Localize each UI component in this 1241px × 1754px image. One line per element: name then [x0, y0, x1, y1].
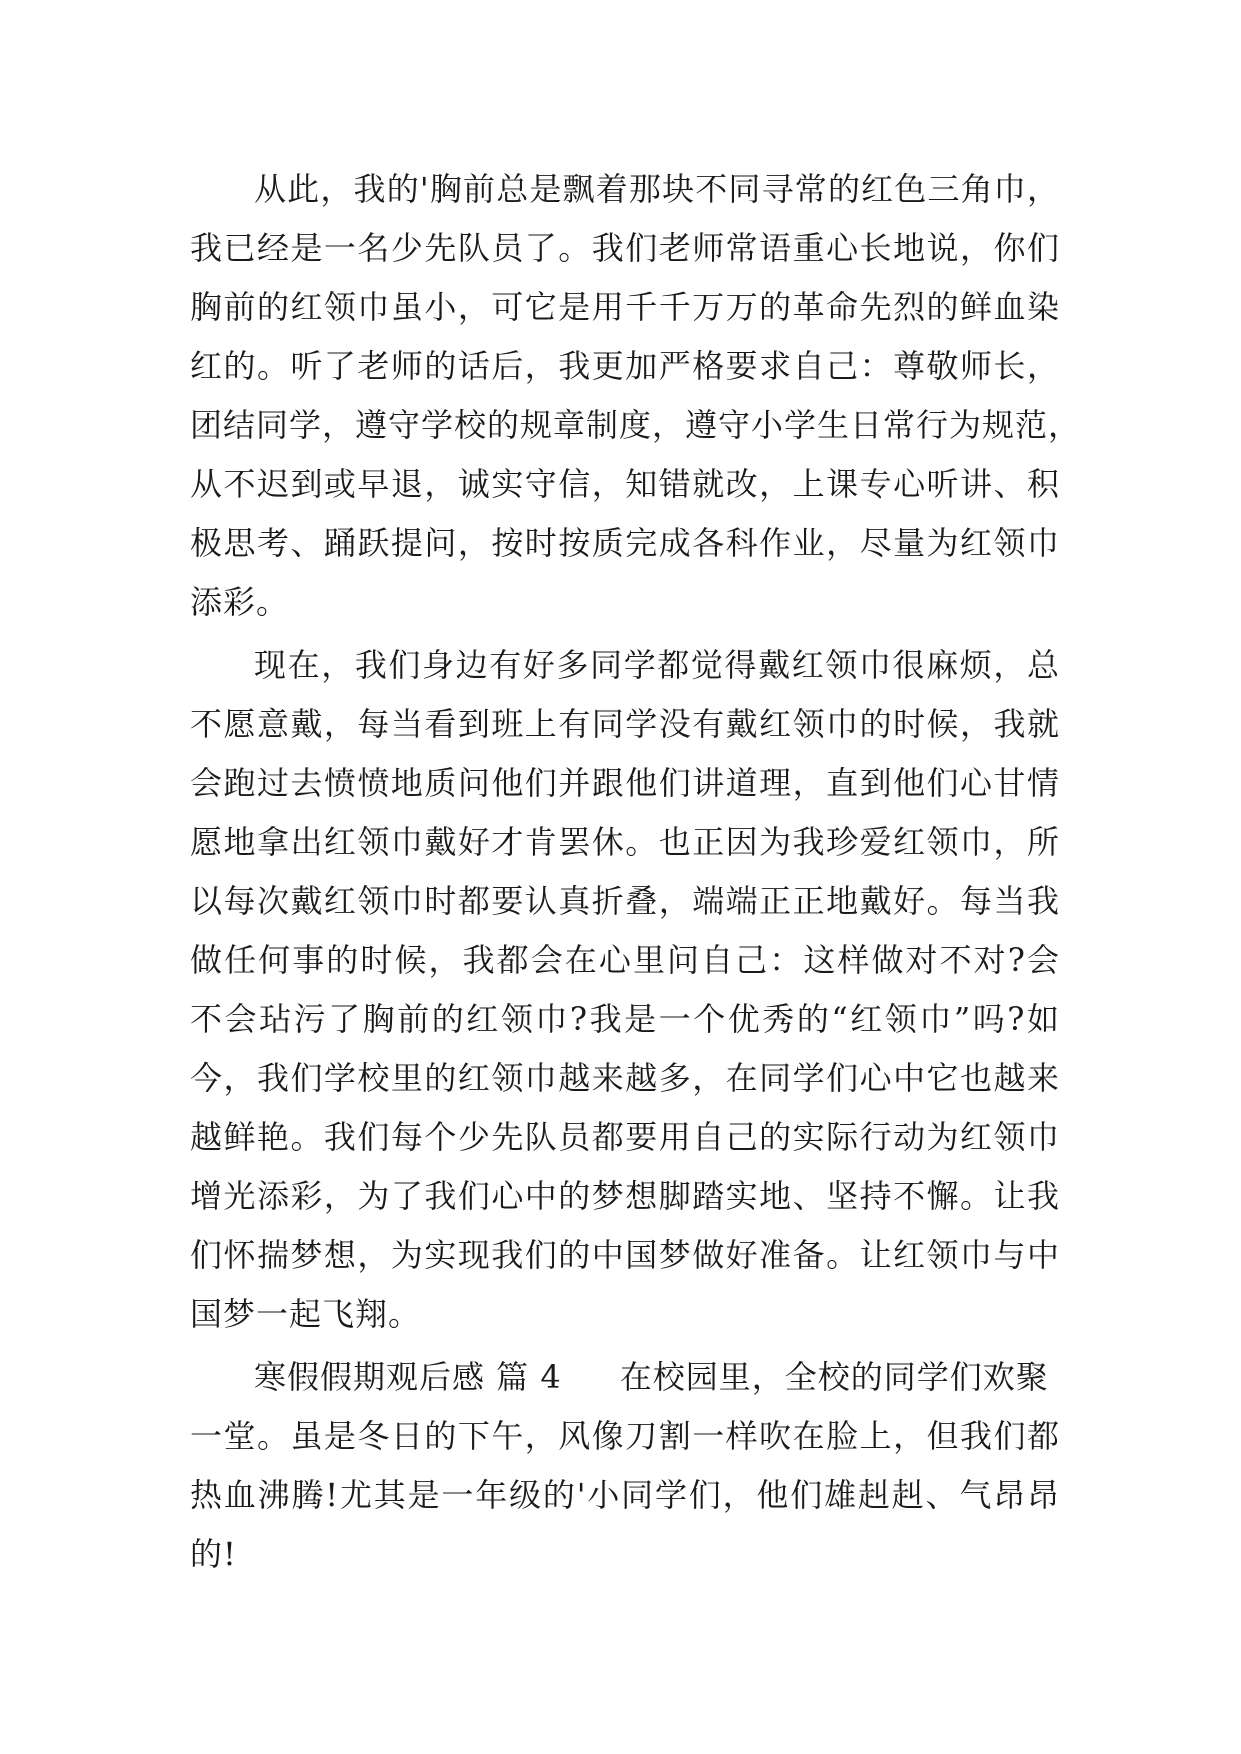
paragraph-line: 越鲜艳。我们每个少先队员都要用自己的实际行动为红领巾 [190, 1118, 1060, 1156]
paragraph-line-rest: 在校园里，全校的同学们欢聚 [619, 1358, 1049, 1396]
section-heading: 寒假假期观后感 篇 4 [254, 1358, 562, 1396]
paragraph-line: 热血沸腾!尤其是一年级的'小同学们，他们雄赳赳、气昂昂 [190, 1476, 1060, 1514]
paragraph-line: 我已经是一名少先队员了。我们老师常语重心长地说，你们 [190, 229, 1060, 267]
paragraph-line: 现在，我们身边有好多同学都觉得戴红领巾很麻烦，总 [254, 646, 1060, 684]
paragraph-line: 不愿意戴，每当看到班上有同学没有戴红领巾的时候，我就 [190, 705, 1060, 743]
paragraph-line: 一堂。虽是冬日的下午，风像刀割一样吹在脸上，但我们都 [190, 1417, 1060, 1455]
paragraph-line: 红的。听了老师的话后，我更加严格要求自己：尊敬师长， [190, 347, 1060, 385]
paragraph-2 [190, 636, 1060, 1344]
paragraph-line: 团结同学，遵守学校的规章制度，遵守小学生日常行为规范， [190, 406, 1082, 444]
paragraph-line: 从此，我的'胸前总是飘着那块不同寻常的红色三角巾， [254, 170, 1060, 208]
paragraph-line: 胸前的红领巾虽小，可它是用千千万万的革命先烈的鲜血染 [190, 288, 1060, 326]
paragraph-line: 会跑过去愤愤地质问他们并跟他们讲道理，直到他们心甘情 [190, 764, 1060, 802]
paragraph-line: 以每次戴红领巾时都要认真折叠，端端正正地戴好。每当我 [190, 882, 1060, 920]
paragraph-line: 做任何事的时候，我都会在心里问自己：这样做对不对?会 [190, 941, 1060, 979]
paragraph-1 [190, 160, 1082, 632]
paragraph-line: 不会玷污了胸前的红领巾?我是一个优秀的“红领巾”吗?如 [190, 1000, 1060, 1038]
paragraph-first-line [190, 1348, 1060, 1407]
paragraph-line: 从不迟到或早退，诚实守信，知错就改，上课专心听讲、积 [190, 465, 1060, 503]
document-body [190, 160, 1082, 1584]
paragraph-line: 增光添彩，为了我们心中的梦想脚踏实地、坚持不懈。让我 [190, 1177, 1060, 1215]
paragraph-line: 添彩。 [190, 583, 290, 621]
paragraph-line: 极思考、踊跃提问，按时按质完成各科作业，尽量为红领巾 [190, 524, 1060, 562]
paragraph-3 [190, 1348, 1060, 1584]
paragraph-line: 的! [190, 1535, 237, 1573]
paragraph-line: 国梦一起飞翔。 [190, 1295, 422, 1333]
paragraph-line: 愿地拿出红领巾戴好才肯罢休。也正因为我珍爱红领巾，所 [190, 823, 1060, 861]
paragraph-line: 们怀揣梦想，为实现我们的中国梦做好准备。让红领巾与中 [190, 1236, 1060, 1274]
paragraph-line: 今，我们学校里的红领巾越来越多，在同学们心中它也越来 [190, 1059, 1060, 1097]
